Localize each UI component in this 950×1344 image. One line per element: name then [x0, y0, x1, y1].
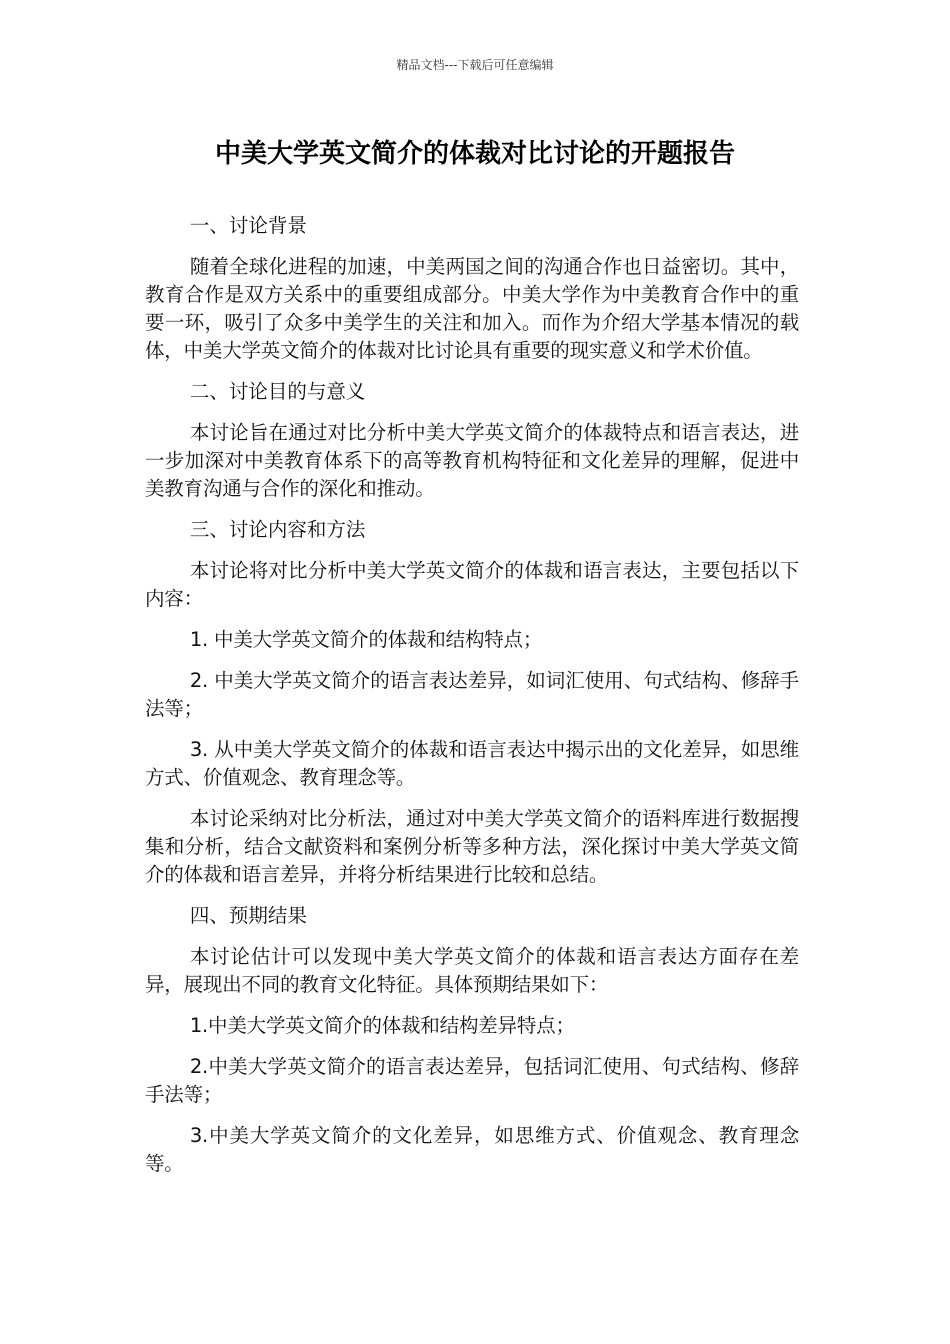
- list-item: 1. 中美大学英文简介的体裁和结构特点；: [189, 628, 543, 651]
- section-heading: 三、讨论内容和方法: [189, 518, 366, 541]
- list-item: 3. 从中美大学英文简介的体裁和语言表达中揭示出的文化差异，如思维方式、价值观念、教育理念等。: [145, 738, 799, 789]
- paragraph: 本讨论将对比分析中美大学英文简介的体裁和语言表达，主要包括以下内容：: [145, 559, 799, 610]
- section-heading: 二、讨论目的与意义: [189, 380, 366, 403]
- list-item: 3.中美大学英文简介的文化差异，如思维方式、价值观念、教育理念等。: [145, 1124, 799, 1175]
- list-item: 1.中美大学英文简介的体裁和结构差异特点；: [189, 1014, 575, 1037]
- section-heading: 四、预期结果: [189, 904, 307, 927]
- document-title: 中美大学英文简介的体裁对比讨论的开题报告: [214, 139, 735, 169]
- list-item: 2. 中美大学英文简介的语言表达差异，如词汇使用、句式结构、修辞手法等；: [145, 669, 799, 720]
- page-header: 精品文档---下载后可任意编辑: [396, 58, 554, 72]
- document-body: [145, 212, 799, 1191]
- list-item: 2.中美大学英文简介的语言表达差异，包括词汇使用、句式结构、修辞手法等；: [145, 1055, 799, 1106]
- paragraph: 本讨论估计可以发现中美大学英文简介的体裁和语言表达方面存在差异，展现出不同的教育文化特征。具体预期结果如下：: [145, 945, 799, 996]
- paragraph: 本讨论采纳对比分析法，通过对中美大学英文简介的语料库进行数据搜集和分析，结合文献资料和案例分析等多种方法，深化探讨中美大学英文简介的体裁和语言差异，并将分析结果进行比较和总结。: [145, 807, 799, 886]
- paragraph: 本讨论旨在通过对比分析中美大学英文简介的体裁特点和语言表达，进一步加深对中美教育体系下的高等教育机构特征和文化差异的理解，促进中美教育沟通与合作的深化和推动。: [145, 421, 799, 500]
- section-heading: 一、讨论背景: [189, 214, 307, 237]
- paragraph: 随着全球化进程的加速，中美两国之间的沟通合作也日益密切。其中，教育合作是双方关系中的重要组成部分。中美大学作为中美教育合作中的重要一环，吸引了众多中美学生的关注和加入。而作为介绍大学基本情况的载体，中美大学英文简介的体裁对比讨论具有重要的现实意义和学术价值。: [145, 255, 799, 362]
